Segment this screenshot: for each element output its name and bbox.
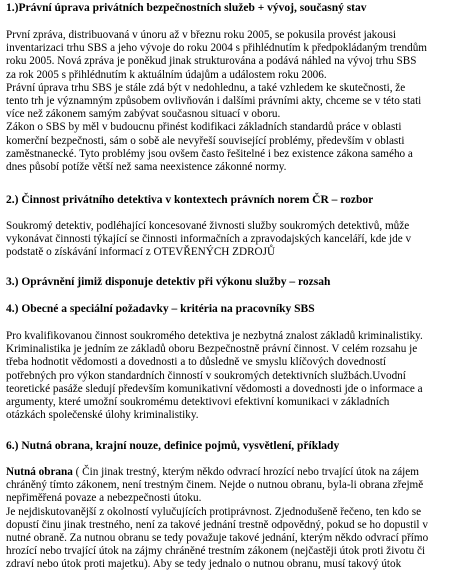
text-line: vykonávat činnosti týkající se činnosti informačních a zpravodajských kanceláří, kde jde v (6, 233, 412, 246)
text-line: Soukromý detektiv, podléhající koncesované živnosti služby soukromých detektivů, může (6, 220, 410, 232)
section-6-heading: 6.) Nutná obrana, krajní nouze, definice pojmů, vysvětlení, příklady (6, 440, 340, 452)
text-line: za rok 2005 s přihlédnutím k aktuálním údajům a událostem roku 2006. (6, 68, 327, 81)
text-line: zaměstnanecké. Tyto problémy jsou ovšem často řešitelné i bez existence zákona samého a (6, 147, 413, 160)
text-line: zdraví nebo útok proti majetku). Aby se tedy jednalo o nutnou obranu, musí takový útok (6, 558, 402, 571)
section-1-paragraph (6, 29, 427, 174)
text-line: Zákon o SBS by měl v budoucnu přinést kodifikaci základních standardů práce v oblasti (6, 121, 402, 134)
lead-line-rest: ( Čin jinak trestný, kterým někdo odvrací hrozící nebo trvající útok na zájem (72, 466, 419, 478)
text-line: hrozící nebo trvající útok na zájmy chráněné trestním zákonem (nejčastěji útok proti životu či (6, 545, 426, 558)
text-line: roku 2005. Nová zpráva je poněkud jinak strukturována a podává náhled na vývoj trhu SBS (6, 55, 417, 68)
section-4-paragraph (6, 330, 423, 422)
text-line: nepřiměřená povaze a nebezpečnosti útoku. (6, 492, 202, 505)
text-line-with-bold-lead (6, 466, 428, 479)
section-3-heading: 3.) Oprávnění jimiž disponuje detektiv při výkonu služby – rozsah (6, 276, 331, 288)
text-line: První zpráva, distribuovaná v únoru až v březnu roku 2005, se pokusila provést jakousi (6, 29, 396, 41)
text-line: komerční bezpečnosti, sám o sobě ale nevyřeší související problémy, především v oblasti (6, 134, 405, 147)
text-line: teoretické pasáže sledují především komunikativní vědomosti a dovednosti jde o informace a (6, 382, 423, 395)
text-line: potřebných pro výkon standardních činností v soukromých detektivních službách.Uvodní (6, 369, 406, 382)
text-line: inventarizaci trhu SBS a jeho vývoje do roku 2004 s přihlédnutím k předpokládaným trendům (6, 42, 428, 55)
text-line: otázkách společenské úlohy kriminalistiky. (6, 409, 199, 422)
text-line: třeba hodnotit vědomosti a dovednosti a to důsledně ve smyslu klíčových dovedností (6, 356, 387, 369)
text-line: Je nejdiskutovanější z okolností vylučujících protiprávnost. Zjednodušeně řečeno, ten kdo se (6, 505, 422, 518)
text-line: Pro kvalifikovanou činnost soukromého detektiva je nezbytná znalost základů kriminalistiky. (6, 330, 423, 342)
bold-lead-term: Nutná obrana (6, 466, 73, 478)
section-4-heading: 4.) Obecné a speciální požadavky – kritéria na pracovníky SBS (6, 303, 315, 315)
text-line: nutné obraně. Za nutnou obranu se tedy považuje takové jednání, kterým někdo odvrací přímo (6, 532, 429, 545)
text-line: tento trh je významným způsobem ovlivňován i dalšími právními akty, chceme se v této stati (6, 95, 422, 108)
text-line: Kriminalistika je jedním ze základů oboru Bezpečnostně právní činnost. V celém rozsahu je (6, 343, 418, 356)
text-line: více než zákonem samým zabývat současnou situací v oboru. (6, 108, 281, 121)
section-2-heading: 2.) Činnost privátního detektiva v kontextech právních norem ČR – rozbor (6, 194, 374, 206)
section-6-paragraph (6, 466, 428, 572)
text-line: dnes působí potíže větší než sama neexistence zákonné normy. (6, 161, 287, 174)
text-line: chráněný tímto zákonem, není trestným činem. Nejde o nutnou obranu, byla-li obrana zřejmě (6, 479, 424, 492)
section-1-heading: 1.)Právní úprava privátních bezpečnostních služeb + vývoj, současný stav (6, 2, 367, 14)
text-line: argumenty, které umožní soukromému detektivovi efektivní komunikaci v základních (6, 396, 390, 409)
text-line: dopustí činu jinak trestného, není za takové jednání trestně odpovědný, pokud se ho dopustil v (6, 518, 428, 531)
text-line: podstatě o získávání informací z OTEVŘENÝCH ZDROJŮ (6, 246, 276, 259)
text-line: Právní úprava trhu SBS je stále zdá být v nedohlednu, a také vzhledem ke skutečnosti, že (6, 81, 406, 94)
section-2-paragraph (6, 220, 411, 260)
